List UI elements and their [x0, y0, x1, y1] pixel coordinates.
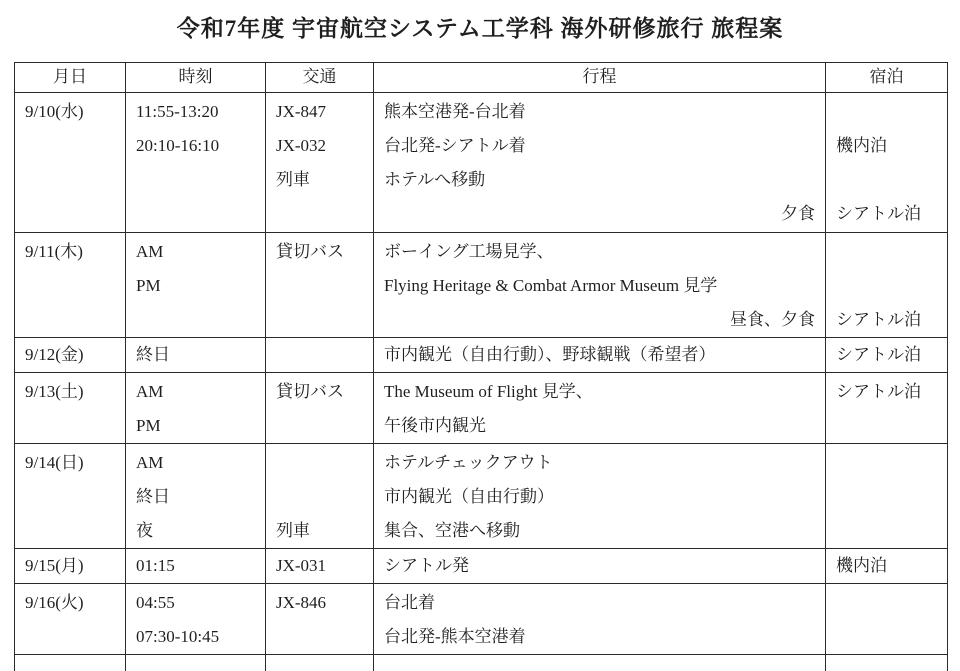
stay-cell — [826, 549, 948, 584]
stay-cell — [826, 655, 948, 671]
time-cell — [126, 93, 266, 233]
header-row — [15, 63, 948, 93]
time-cell — [126, 655, 266, 671]
transport-line: JX-032 — [276, 136, 327, 155]
date-text: 9/12(金) — [25, 345, 84, 364]
time-line: 終日 — [136, 345, 170, 364]
date-text: 9/15(月) — [25, 556, 84, 575]
transport-cell — [266, 584, 374, 655]
column-header-transport: 交通 — [266, 63, 374, 93]
stay-cell — [826, 444, 948, 549]
table-row — [15, 338, 948, 373]
meal-line: 夕食 — [781, 204, 815, 223]
document-title: 令和7年度 宇宙航空システム工学科 海外研修旅行 旅程案 — [176, 16, 784, 41]
table-row — [15, 233, 948, 338]
itinerary-cell — [374, 233, 826, 338]
date-cell — [15, 233, 126, 338]
time-line: 11:55-13:20 — [136, 102, 219, 121]
itinerary-line: 市内観光（自由行動） — [384, 487, 554, 506]
itinerary-line: ボーイング工場見学、 — [384, 242, 554, 261]
stay-cell — [826, 373, 948, 444]
itinerary-cell — [374, 93, 826, 233]
time-line: 01:15 — [136, 556, 175, 575]
transport-line: JX-031 — [276, 556, 327, 575]
transport-cell — [266, 655, 374, 671]
stay-line — [836, 163, 937, 197]
itinerary-line: 熊本空港発-台北着 — [384, 102, 526, 121]
time-line: 終日 — [136, 487, 170, 506]
table-row — [15, 584, 948, 655]
stay-line — [836, 620, 937, 654]
column-header-date: 月日 — [15, 63, 126, 93]
transport-cell — [266, 93, 374, 233]
itinerary-line: 台北発-熊本空港着 — [384, 627, 526, 646]
meal-line: 昼食、夕食 — [730, 310, 815, 329]
table-row — [15, 444, 948, 549]
transport-line: JX-847 — [276, 102, 327, 121]
itinerary-cell — [374, 444, 826, 549]
itinerary-line: 市内観光（自由行動）、野球観戦（希望者） — [384, 345, 716, 364]
time-cell — [126, 444, 266, 549]
stay-cell — [826, 93, 948, 233]
date-cell — [15, 338, 126, 373]
date-cell — [15, 584, 126, 655]
column-header-itinerary: 行程 — [374, 63, 826, 93]
transport-line — [276, 338, 363, 372]
time-line: 夜 — [136, 521, 153, 540]
transport-line: 貸切バス — [276, 242, 344, 261]
date-text: 9/14(日) — [25, 453, 84, 472]
table-row — [15, 373, 948, 444]
stay-line — [836, 235, 937, 269]
transport-cell — [266, 233, 374, 338]
stay-line — [836, 95, 937, 129]
date-text: 9/13(土) — [25, 382, 84, 401]
column-header-time: 時刻 — [126, 63, 266, 93]
date-text: 9/16(火) — [25, 593, 84, 612]
stay-cell — [826, 233, 948, 338]
transport-cell — [266, 338, 374, 373]
time-cell — [126, 373, 266, 444]
itinerary-line: Flying Heritage & Combat Armor Museum 見学 — [384, 276, 718, 295]
stay-line — [836, 586, 937, 620]
stay-line — [836, 409, 937, 443]
itinerary-cell — [374, 584, 826, 655]
stay-line: シアトル泊 — [836, 345, 921, 364]
itinerary-cell — [374, 338, 826, 373]
transport-cell — [266, 444, 374, 549]
time-line: 04:55 — [136, 593, 175, 612]
time-line: PM — [136, 416, 161, 435]
time-line: AM — [136, 453, 164, 472]
itinerary-cell — [374, 549, 826, 584]
transport-line: 列車 — [276, 521, 310, 540]
time-line: AM — [136, 382, 164, 401]
itinerary-line: 台北発-シアトル着 — [384, 136, 526, 155]
stay-line: シアトル泊 — [836, 310, 921, 329]
time-cell — [126, 338, 266, 373]
date-cell — [15, 444, 126, 549]
stay-line: 機内泊 — [836, 136, 887, 155]
stay-line: 機内泊 — [836, 556, 887, 575]
stay-line — [836, 480, 937, 514]
transport-line: JX-846 — [276, 593, 327, 612]
date-text: 9/10(水) — [25, 102, 84, 121]
table-row — [15, 93, 948, 233]
time-line: 07:30-10:45 — [136, 627, 220, 646]
itinerary-cell — [374, 373, 826, 444]
itinerary-line: ホテルチェックアウト — [384, 453, 553, 472]
time-line: 20:10-16:10 — [136, 136, 220, 155]
stay-line: シアトル泊 — [836, 204, 921, 223]
clipped-next-row — [15, 655, 948, 671]
transport-line: 列車 — [276, 170, 310, 189]
itinerary-line: 午後市内観光 — [384, 416, 486, 435]
time-cell — [126, 549, 266, 584]
transport-line: 貸切バス — [276, 382, 344, 401]
stay-line — [836, 514, 937, 548]
stay-cell — [826, 338, 948, 373]
itinerary-line: The Museum of Flight 見学、 — [384, 382, 593, 401]
date-text: 9/11(木) — [25, 242, 83, 261]
table-row — [15, 549, 948, 584]
itinerary-line: ホテルへ移動 — [384, 170, 486, 189]
time-line: PM — [136, 276, 161, 295]
stay-cell — [826, 584, 948, 655]
stay-line — [836, 446, 937, 480]
transport-line — [276, 480, 363, 514]
transport-cell — [266, 373, 374, 444]
transport-line — [276, 446, 363, 480]
date-cell — [15, 549, 126, 584]
stay-line: シアトル泊 — [836, 382, 921, 401]
itinerary-line: 台北着 — [384, 593, 435, 612]
time-cell — [126, 233, 266, 338]
date-cell — [15, 93, 126, 233]
itinerary-cell — [374, 655, 826, 671]
transport-cell — [266, 549, 374, 584]
date-cell — [15, 373, 126, 444]
itinerary-line: 集合、空港へ移動 — [384, 521, 520, 540]
date-cell — [15, 655, 126, 671]
itinerary-line: シアトル発 — [384, 556, 469, 575]
time-cell — [126, 584, 266, 655]
stay-line — [836, 269, 937, 303]
itinerary-table — [14, 62, 948, 671]
time-line: AM — [136, 242, 164, 261]
column-header-stay: 宿泊 — [826, 63, 948, 93]
